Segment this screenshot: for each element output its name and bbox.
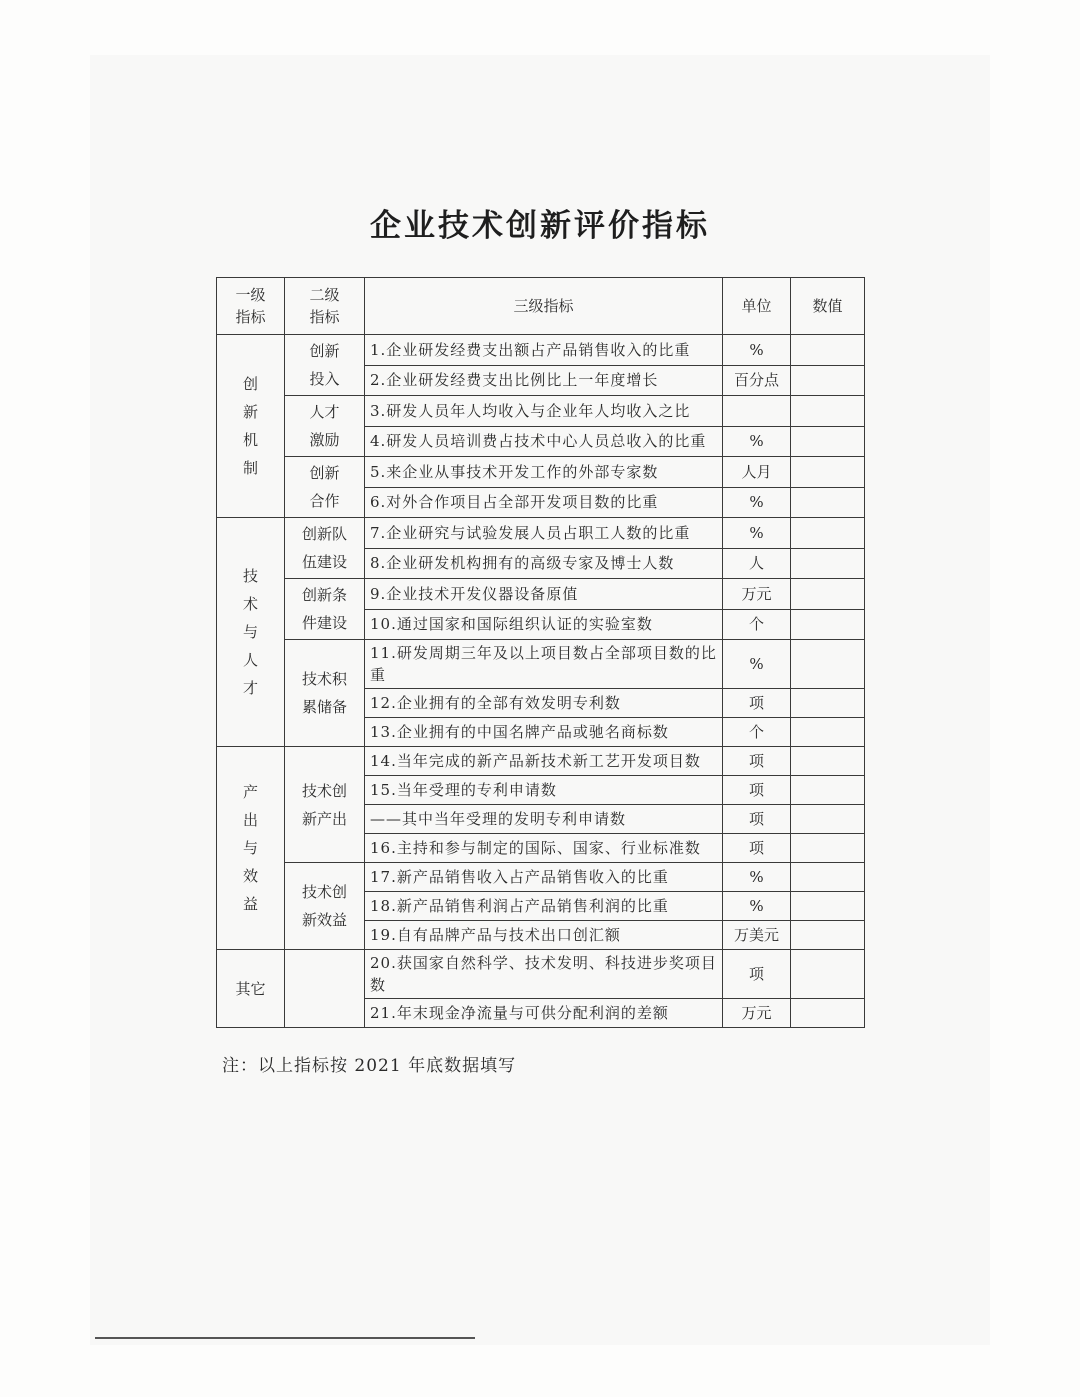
indicator-cell: 8.企业研发机构拥有的高级专家及博士人数 (365, 548, 723, 579)
table-row (217, 640, 865, 689)
unit-cell (723, 396, 791, 427)
level2-cell: 技术创 新产出 (285, 747, 365, 863)
table-row (217, 747, 865, 776)
table-row (217, 518, 865, 549)
value-cell[interactable] (791, 892, 865, 921)
level2-cell: 创新 合作 (285, 457, 365, 518)
indicator-cell: 7.企业研究与试验发展人员占职工人数的比重 (365, 518, 723, 549)
level2-cell: 技术创 新效益 (285, 863, 365, 950)
value-cell[interactable] (791, 950, 865, 999)
value-cell[interactable] (791, 396, 865, 427)
header-unit: 单位 (723, 278, 791, 335)
unit-cell: % (723, 487, 791, 518)
indicator-cell: 15.当年受理的专利申请数 (365, 776, 723, 805)
unit-cell: 项 (723, 747, 791, 776)
header-value: 数值 (791, 278, 865, 335)
table-row (217, 863, 865, 892)
unit-cell: 项 (723, 805, 791, 834)
level2-cell: 创新条 件建设 (285, 579, 365, 640)
unit-cell: % (723, 863, 791, 892)
unit-cell: 个 (723, 718, 791, 747)
unit-cell: 项 (723, 689, 791, 718)
table-header-row (217, 278, 865, 335)
unit-cell: 人月 (723, 457, 791, 488)
header-level1: 一级 指标 (217, 278, 285, 335)
unit-cell: % (723, 335, 791, 366)
level2-cell: 人才 激励 (285, 396, 365, 457)
table-row (217, 950, 865, 999)
unit-cell: % (723, 640, 791, 689)
indicator-cell: 1.企业研发经费支出额占产品销售收入的比重 (365, 335, 723, 366)
unit-cell: % (723, 426, 791, 457)
table-row (217, 579, 865, 610)
unit-cell: 项 (723, 834, 791, 863)
indicator-cell: 10.通过国家和国际组织认证的实验室数 (365, 609, 723, 640)
table-row (217, 457, 865, 488)
indicator-table (216, 277, 865, 1028)
indicator-cell: 13.企业拥有的中国名牌产品或驰名商标数 (365, 718, 723, 747)
header-level3: 三级指标 (365, 278, 723, 335)
value-cell[interactable] (791, 487, 865, 518)
value-cell[interactable] (791, 747, 865, 776)
footnote: 注：以上指标按 2021 年底数据填写 (222, 1056, 517, 1076)
value-cell[interactable] (791, 999, 865, 1028)
indicator-cell: 20.获国家自然科学、技术发明、科技进步奖项目数 (365, 950, 723, 999)
value-cell[interactable] (791, 365, 865, 396)
indicator-cell: 19.自有品牌产品与技术出口创汇额 (365, 921, 723, 950)
unit-cell: 项 (723, 776, 791, 805)
table-row (217, 396, 865, 427)
level2-cell: 创新 投入 (285, 335, 365, 396)
value-cell[interactable] (791, 776, 865, 805)
value-cell[interactable] (791, 863, 865, 892)
unit-cell: 项 (723, 950, 791, 999)
unit-cell: % (723, 518, 791, 549)
indicator-cell: ——其中当年受理的发明专利申请数 (365, 805, 723, 834)
value-cell[interactable] (791, 548, 865, 579)
indicator-cell: 18.新产品销售利润占产品销售利润的比重 (365, 892, 723, 921)
level2-cell: 创新队 伍建设 (285, 518, 365, 579)
indicator-cell: 16.主持和参与制定的国际、国家、行业标准数 (365, 834, 723, 863)
table-body (217, 335, 865, 1028)
header-level2: 二级 指标 (285, 278, 365, 335)
value-cell[interactable] (791, 834, 865, 863)
indicator-cell: 4.研发人员培训费占技术中心人员总收入的比重 (365, 426, 723, 457)
indicator-cell: 2.企业研发经费支出比例比上一年度增长 (365, 365, 723, 396)
level1-cell: 产 出 与 效 益 (217, 747, 285, 950)
document-title: 企业技术创新评价指标 (370, 208, 710, 244)
value-cell[interactable] (791, 518, 865, 549)
table-row (217, 335, 865, 366)
unit-cell: 个 (723, 609, 791, 640)
indicator-cell: 6.对外合作项目占全部开发项目数的比重 (365, 487, 723, 518)
level1-cell: 其它 (217, 950, 285, 1028)
value-cell[interactable] (791, 805, 865, 834)
level2-cell: 技术积 累储备 (285, 640, 365, 747)
level2-cell (285, 950, 365, 1028)
unit-cell: 万元 (723, 999, 791, 1028)
level1-cell: 技 术 与 人 才 (217, 518, 285, 747)
value-cell[interactable] (791, 335, 865, 366)
value-cell[interactable] (791, 640, 865, 689)
indicator-cell: 21.年末现金净流量与可供分配利润的差额 (365, 999, 723, 1028)
value-cell[interactable] (791, 457, 865, 488)
value-cell[interactable] (791, 426, 865, 457)
indicator-cell: 14.当年完成的新产品新技术新工艺开发项目数 (365, 747, 723, 776)
indicator-cell: 17.新产品销售收入占产品销售收入的比重 (365, 863, 723, 892)
indicator-cell: 5.来企业从事技术开发工作的外部专家数 (365, 457, 723, 488)
level1-cell: 创 新 机 制 (217, 335, 285, 518)
value-cell[interactable] (791, 579, 865, 610)
unit-cell: % (723, 892, 791, 921)
value-cell[interactable] (791, 609, 865, 640)
value-cell[interactable] (791, 718, 865, 747)
indicator-cell: 9.企业技术开发仪器设备原值 (365, 579, 723, 610)
value-cell[interactable] (791, 921, 865, 950)
indicator-cell: 11.研发周期三年及以上项目数占全部项目数的比重 (365, 640, 723, 689)
value-cell[interactable] (791, 689, 865, 718)
unit-cell: 百分点 (723, 365, 791, 396)
indicator-cell: 3.研发人员年人均收入与企业年人均收入之比 (365, 396, 723, 427)
unit-cell: 万元 (723, 579, 791, 610)
unit-cell: 人 (723, 548, 791, 579)
indicator-cell: 12.企业拥有的全部有效发明专利数 (365, 689, 723, 718)
unit-cell: 万美元 (723, 921, 791, 950)
scan-edge-line (95, 1337, 475, 1339)
